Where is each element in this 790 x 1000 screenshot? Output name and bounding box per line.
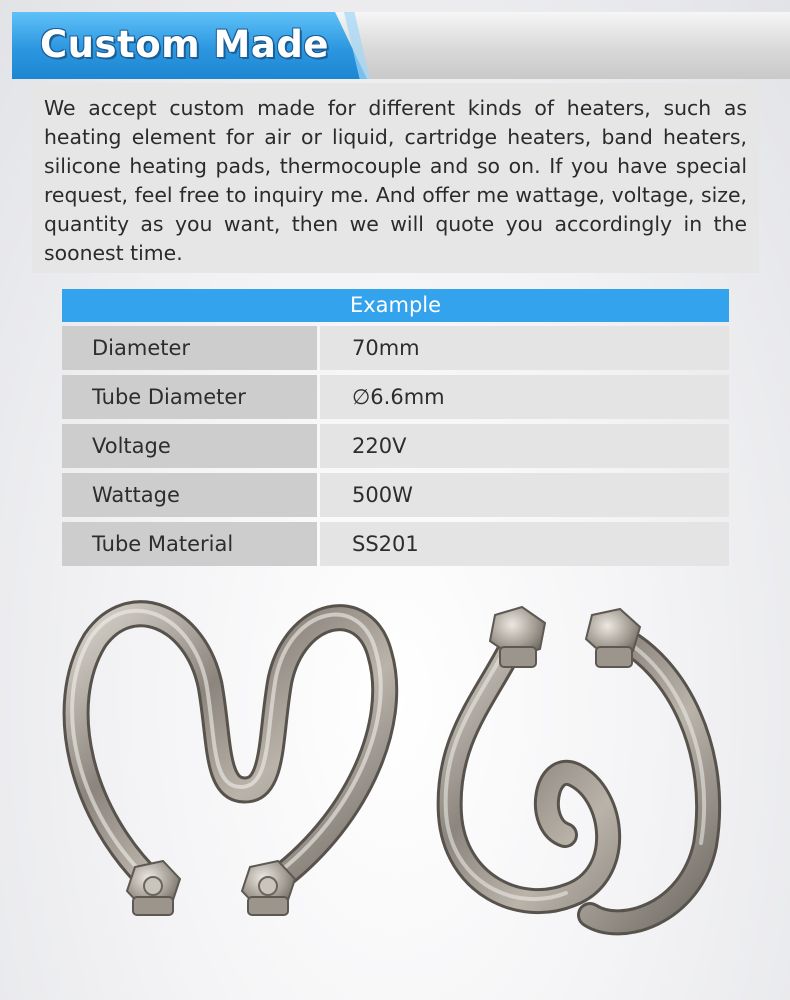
spec-label: Diameter [62,326,317,370]
heating-element-right [446,607,709,922]
spec-value: ∅6.6mm [320,375,729,419]
intro-paragraph: We accept custom made for different kinds of heaters, such as heating element for air or liquid, cartridge heaters, band heaters, silicone heating pads, thermocouple and so on. If you have special request, feel free to inquiry me. And offer me wattage, voltage, size, quantity as you want, then we will quote you accordingly in the soonest time. [44,96,747,265]
spec-value: SS201 [320,522,729,566]
spec-label: Wattage [62,473,317,517]
spec-row [62,424,729,468]
section-title: Custom Made [40,23,329,66]
spec-value: 220V [320,424,729,468]
spec-row [62,522,729,566]
spec-row [62,473,729,517]
spec-table [62,289,729,566]
spec-value: 70mm [320,326,729,370]
spec-value: 500W [320,473,729,517]
spec-label: Tube Diameter [62,375,317,419]
spec-row [62,326,729,370]
spec-table-title: Example [62,289,729,322]
intro-box [32,83,759,273]
spec-label: Tube Material [62,522,317,566]
spec-row [62,375,729,419]
product-photo [0,585,790,1000]
spec-label: Voltage [62,424,317,468]
heating-element-left [72,611,385,915]
